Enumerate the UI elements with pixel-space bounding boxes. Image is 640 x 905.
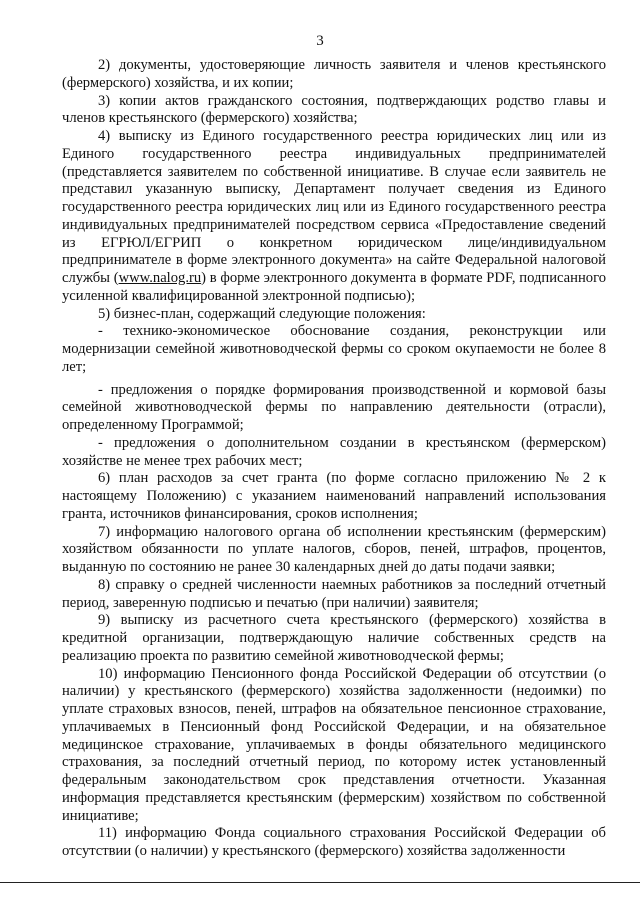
item-11-social-insurance-info: 11) информацию Фонда социального страхования Российской Федерации об отсутствии (о наличии) у крестьянского (фермерского) хозяйства задолженности bbox=[62, 825, 606, 859]
item-2-identity-documents: 2) документы, удостоверяющие личность заявителя и членов крестьянского (фермерского) хозяйства, и их копии; bbox=[62, 57, 606, 91]
item-10-pension-fund-info: 10) информацию Пенсионного фонда Российской Федерации об отсутствии (о наличии) у крестьянского (фермерского) хозяйства задолженности (недоимки) по уплате страховых взносов, пеней, штрафов на обязательное пенсионное страхование, уплачиваемых в Пенсионный фонд Российской Федерации, и на обязательное медицинское страхование, уплачиваемых в фонды обязательного медицинского страхования, за последний отчетный период, по которому истек установленный федеральным законодательством срок представления отчетности. Указанная информация представляется крестьянским (фермерским) хозяйством по собственной инициативе; bbox=[62, 665, 606, 824]
page-number: 3 bbox=[316, 33, 324, 49]
item-5-subitem-production-base: - предложения о порядке формирования производственной и кормовой базы семейной животноводческой фермы по направлению деятельности (отрасли), определенному Программой; bbox=[62, 381, 606, 433]
item-5-business-plan: 5) бизнес-план, содержащий следующие положения: bbox=[98, 305, 426, 322]
page-bottom-divider bbox=[0, 882, 640, 883]
item-4-text-end: ) в форме электронного документа в формате PDF, подписанного усиленной квалифицированной электронной подписью); bbox=[62, 270, 606, 304]
item-4-registry-extract bbox=[62, 128, 606, 306]
item-3-civil-status-acts: 3) копии актов гражданского состояния, подтверждающих родство главы и членов крестьянского (фермерского) хозяйства; bbox=[62, 92, 606, 127]
item-4-text-start: 4) выписку из Единого государственного реестра юридических лиц или из Единого государственного реестра индивидуальных предпринимателей (представляется заявителем по собственной инициативе. В случае если заявитель не представил указанную выписку, Департамент получает сведения из Единого государственного реестра юридических лиц или из Единого государственного реестра индивидуальных предпринимателей посредством сервиса «Предоставление сведений из ЕГРЮЛ/ЕГРИП о конкретном юридическом лице/индивидуальном предпринимателе в форме электронного документа» на сайте Федеральной налоговой службы ( bbox=[62, 128, 606, 286]
item-5-subitem-jobs: - предложения о дополнительном создании в крестьянском (фермерском) хозяйстве не менее трех рабочих мест; bbox=[62, 434, 606, 469]
item-6-expense-plan: 6) план расходов за счет гранта (по форме согласно приложению № 2 к настоящему Положению) с указанием наименований направлений использования гранта, источников финансирования, сроков исполнения; bbox=[62, 470, 606, 522]
item-9-bank-statement: 9) выписку из расчетного счета крестьянского (фермерского) хозяйства в кредитной организации, подтверждающую наличие собственных средств на реализацию проекта по развитию семейной животноводческой фермы; bbox=[62, 612, 606, 664]
item-8-staff-certificate: 8) справку о средней численности наемных работников за последний отчетный период, заверенную подписью и печатью (при наличии) заявителя; bbox=[62, 576, 606, 611]
document-body bbox=[62, 57, 606, 861]
nalog-website-link[interactable]: www.nalog.ru bbox=[118, 270, 202, 286]
item-7-tax-information: 7) информацию налогового органа об исполнении крестьянским (фермерским) хозяйством обязанности по уплате налогов, сборов, пеней, штрафов, процентов, выданную по состоянию не ранее 30 календарных дней до даты подачи заявки; bbox=[62, 523, 606, 575]
item-5-subitem-feasibility: - технико-экономическое обоснование создания, реконструкции или модернизации семейной животноводческой фермы со сроком окупаемости не более 8 лет; bbox=[62, 323, 606, 375]
